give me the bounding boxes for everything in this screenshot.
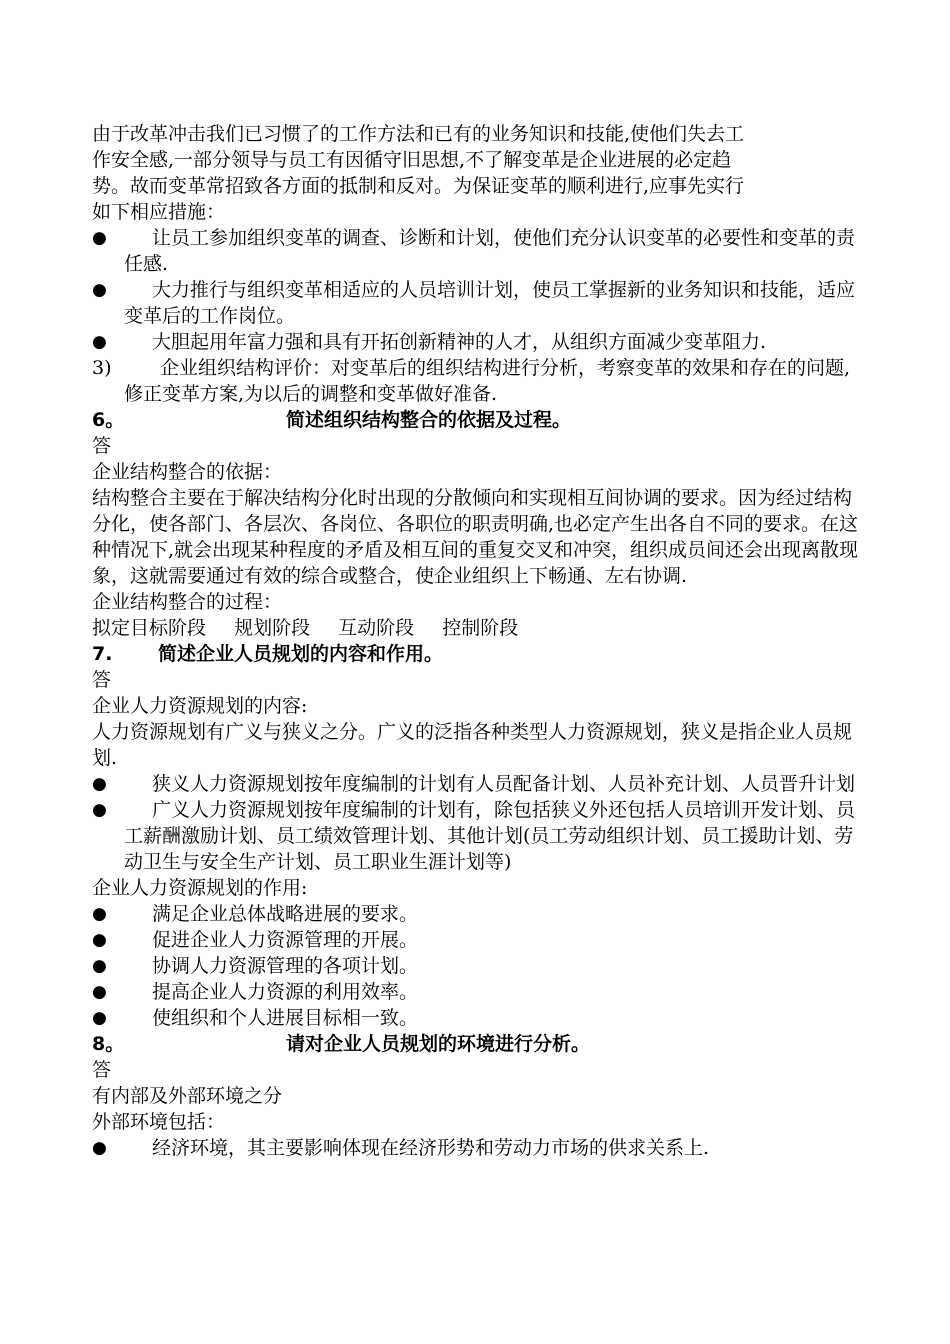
bullet-icon: ● bbox=[92, 228, 107, 248]
intro-paragraph bbox=[92, 121, 862, 225]
basis-paragraph: 结构整合主要在于解决结构分化时出现的分散倾向和实现相互间协调的要求。因为经过结构分化，使各部门、各层次、各岗位、各职位的职责明确,也必定产生出各自不同的要求。在这种情况下,就会出现某种程度的矛盾及相互间的重复交叉和冲突，组织成员间还会出现离散现象，这就需要通过有效的综合或整合，使企业组织上下畅通、左右协调. bbox=[92, 487, 859, 587]
intro-line: 如下相应措施： bbox=[92, 201, 226, 223]
question-7-heading bbox=[92, 641, 862, 667]
numbered-item-3: 3) 企业组织结构评价：对变革后的组织结构进行分析，考察变革的效果和存在的问题,修正变革方案,为以后的调整和变革做好准备. bbox=[92, 357, 851, 405]
role-item: ● 使组织和个人进展目标相一致。 bbox=[92, 1007, 419, 1029]
section-label: 企业结构整合的过程： bbox=[92, 591, 283, 613]
measure-item: ● 大力推行与组织变革相适应的人员培训计划，使员工掌握新的业务知识和技能，适应变革后的工作岗位。 bbox=[92, 279, 856, 327]
bullet-icon: ● bbox=[92, 800, 107, 820]
stage-item: 规划阶段 bbox=[234, 617, 311, 639]
section-label: 企业人力资源规划的作用: bbox=[92, 877, 308, 899]
intro-line: 由于改革冲击我们已习惯了的工作方法和已有的业务知识和技能,使他们失去工 bbox=[92, 123, 745, 145]
bullet-icon: ● bbox=[92, 774, 107, 794]
role-item: ● 提高企业人力资源的利用效率。 bbox=[92, 981, 419, 1003]
question-number: 8。 bbox=[92, 1033, 125, 1055]
role-item: ● 协调人力资源管理的各项计划。 bbox=[92, 955, 419, 977]
question-6-heading bbox=[92, 407, 862, 433]
bullet-icon: ● bbox=[92, 930, 107, 950]
question-title: 简述企业人员规划的内容和作用。 bbox=[158, 643, 444, 665]
content-paragraph: 人力资源规划有广义与狭义之分。广义的泛指各种类型人力资源规划，狭义是指企业人员规划. bbox=[92, 721, 853, 769]
item-number: 3) bbox=[92, 357, 112, 379]
question-8-heading bbox=[92, 1031, 862, 1057]
role-item: ● 促进企业人力资源管理的开展。 bbox=[92, 929, 419, 951]
question-number: 7. bbox=[92, 643, 113, 665]
external-item: ● 经济环境，其主要影响体现在经济形势和劳动力市场的供求关系上. bbox=[92, 1137, 710, 1159]
question-title: 请对企业人员规划的环境进行分析。 bbox=[286, 1033, 591, 1055]
bullet-icon: ● bbox=[92, 1138, 107, 1158]
stage-list bbox=[92, 615, 862, 641]
bullet-icon: ● bbox=[92, 332, 107, 352]
answer-label: 答 bbox=[92, 435, 112, 457]
document-page bbox=[92, 121, 862, 1161]
section-label: 企业人力资源规划的内容: bbox=[92, 695, 308, 717]
bullet-icon: ● bbox=[92, 904, 107, 924]
intro-line: 势。故而变革常招致各方面的抵制和反对。为保证变革的顺利进行,应事先实行 bbox=[92, 175, 745, 197]
stage-item: 互动阶段 bbox=[338, 617, 415, 639]
measure-item: ● 让员工参加组织变革的调查、诊断和计划，使他们充分认识变革的必要性和变革的责任感. bbox=[92, 227, 856, 275]
role-item: ● 满足企业总体战略进展的要求。 bbox=[92, 903, 419, 925]
bullet-icon: ● bbox=[92, 982, 107, 1002]
bullet-icon: ● bbox=[92, 280, 107, 300]
intro-line: 作安全感,一部分领导与员工有因循守旧思想,不了解变革是企业进展的必定趋 bbox=[92, 149, 732, 171]
measure-item: ● 大胆起用年富力强和具有开拓创新精神的人才，从组织方面减少变革阻力. bbox=[92, 331, 767, 353]
section-label: 企业结构整合的依据： bbox=[92, 461, 283, 483]
bullet-icon: ● bbox=[92, 1008, 107, 1028]
content-item: ● 广义人力资源规划按年度编制的计划有，除包括狭义外还包括人员培训开发计划、员工薪酬激励计划、员工绩效管理计划、其他计划(员工劳动组织计划、员工援助计划、劳动卫生与安全生产计划、员工职业生涯计划等) bbox=[92, 799, 856, 873]
stage-item: 拟定目标阶段 bbox=[92, 617, 207, 639]
stage-item: 控制阶段 bbox=[442, 617, 519, 639]
answer-label: 答 bbox=[92, 669, 112, 691]
content-item: ● 狭义人力资源规划按年度编制的计划有人员配备计划、人员补充计划、人员晋升计划 bbox=[92, 773, 856, 795]
question-title: 简述组织结构整合的依据及过程。 bbox=[286, 409, 572, 431]
answer-label: 答 bbox=[92, 1059, 112, 1081]
bullet-icon: ● bbox=[92, 956, 107, 976]
question-number: 6。 bbox=[92, 409, 125, 431]
env-line: 有内部及外部环境之分 bbox=[92, 1085, 283, 1107]
section-label: 外部环境包括： bbox=[92, 1111, 226, 1133]
